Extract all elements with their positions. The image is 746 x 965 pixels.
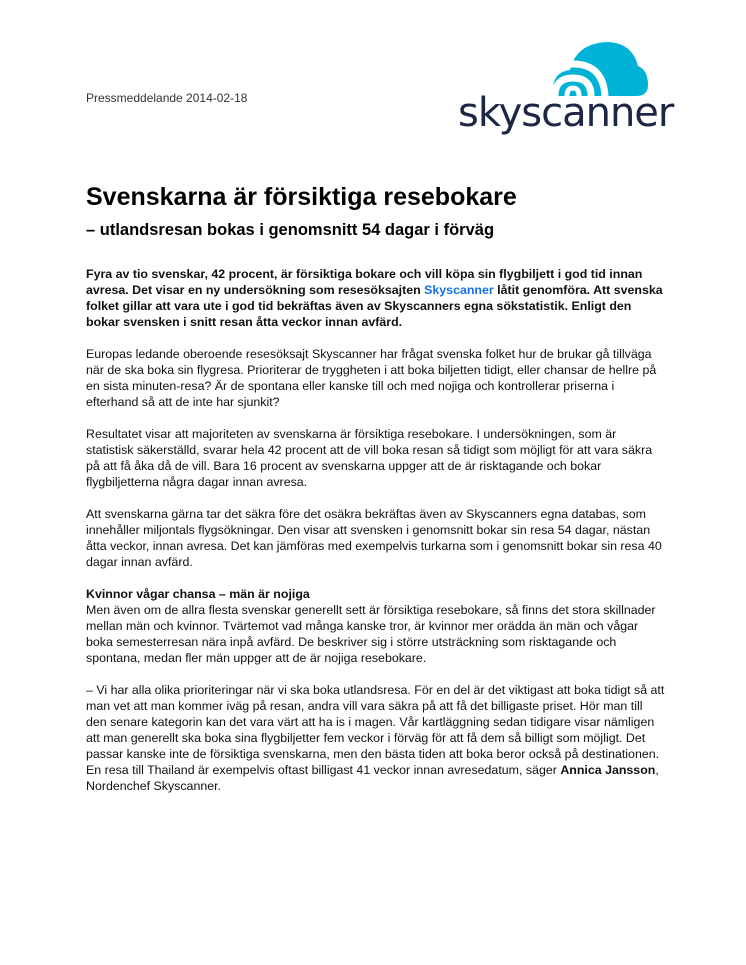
skyscanner-logo [458, 30, 674, 140]
quote-paragraph [86, 682, 666, 794]
quote-text: – Vi har alla olika prioriteringar när vi ska boka utlandsresa. För en del är det viktigast att boka tidigt så att man vet att man kommer iväg på resan, andra vill vara säkra på att få det billigaste priset. Hör man till den senare kategorin kan det vara värt att ha is i magen. Vår kartläggning sedan tidigare visar nämligen att man generellt ska boka sina flygbiljetter fem veckor i förväg för att få dem så billigt som möjligt. Det passar kanske inte de försiktiga svenskarna, men den bästa tiden att boka beror också på destinationen. En resa till Thailand är exempelvis oftast billigast 41 veckor innan avresedatum, säger [86, 683, 665, 777]
body-paragraph: Att svenskarna gärna tar det säkra före det osäkra bekräftas även av Skyscanners egna databas, som innehåller miljontals flygsökningar. Den visar att svensken i genomsnitt bokar sin resa 54 dagar, nästan åtta veckor, innan avresa. Det kan jämföras med exempelvis turkarna som i genomsnitt bokar sin resa 40 dagar innan avfärd. [86, 507, 662, 569]
quote-person-role: , Nordenchef Skyscanner. [86, 763, 659, 793]
body-paragraph: Resultatet visar att majoriteten av svenskarna är försiktiga resebokare. I undersökningen, som är statistisk säkerställd, svarar hela 42 procent att de vill boka resan så tidigt som möjligt för att vara säkra på att få åka då de vill. Bara 16 procent av svenskarna uppger att de är risktagande och bokar flygbiljetterna några dagar innan avresa. [86, 427, 653, 489]
lead-paragraph [86, 266, 666, 330]
page-subtitle: – utlandsresan bokas i genomsnitt 54 dagar i förväg [86, 221, 495, 239]
section-paragraph [86, 586, 666, 666]
skyscanner-link[interactable]: Skyscanner [424, 283, 494, 297]
press-release-date: Pressmeddelande 2014-02-18 [86, 91, 248, 105]
section-heading: Kvinnor vågar chansa – män är nojiga [86, 587, 310, 601]
section-text: Men även om de allra flesta svenskar generellt sett är försiktiga resebokare, så finns det stora skillnader mellan män och kvinnor. Tvärtemot vad många kanske tror, är kvinnor mer orädda än män och vågar boka semesterresan nära inpå avfärd. De beskriver sig i större utsträckning som risktagande och spontana, medan fler män uppger att de är nojiga resebokare. [86, 603, 656, 665]
logo-wordmark: skyscanner [458, 90, 674, 136]
body-paragraph: Europas ledande oberoende resesöksajt Skyscanner har frågat svenska folket hur de brukar gå tillväga när de ska boka sin flygresa. Prioriterar de tryggheten i att boka biljetten tidigt, eller chansar de hellre på en sista minuten-resa? Är de spontana eller kanske till och med nojiga och kontrollerar priserna i efterhand så att de inte har sjunkit? [86, 347, 657, 409]
lead-text-1: Fyra av tio svenskar, 42 procent, är försiktiga bokare och vill köpa sin flygbiljett i god tid innan avresa. Det visar en ny undersökning som resesöksajten [86, 267, 643, 297]
article-body [86, 266, 666, 810]
page-title: Svenskarna är försiktiga resebokare [86, 183, 517, 211]
quote-person-name: Annica Jansson [560, 763, 656, 777]
lead-text-2: låtit genomföra. Att svenska folket gillar att vara ute i god tid bekräftas även av Skyscanners egna sökstatistik. Enligt den bokar svensken i snitt resan åtta veckor innan avfärd. [86, 283, 663, 329]
